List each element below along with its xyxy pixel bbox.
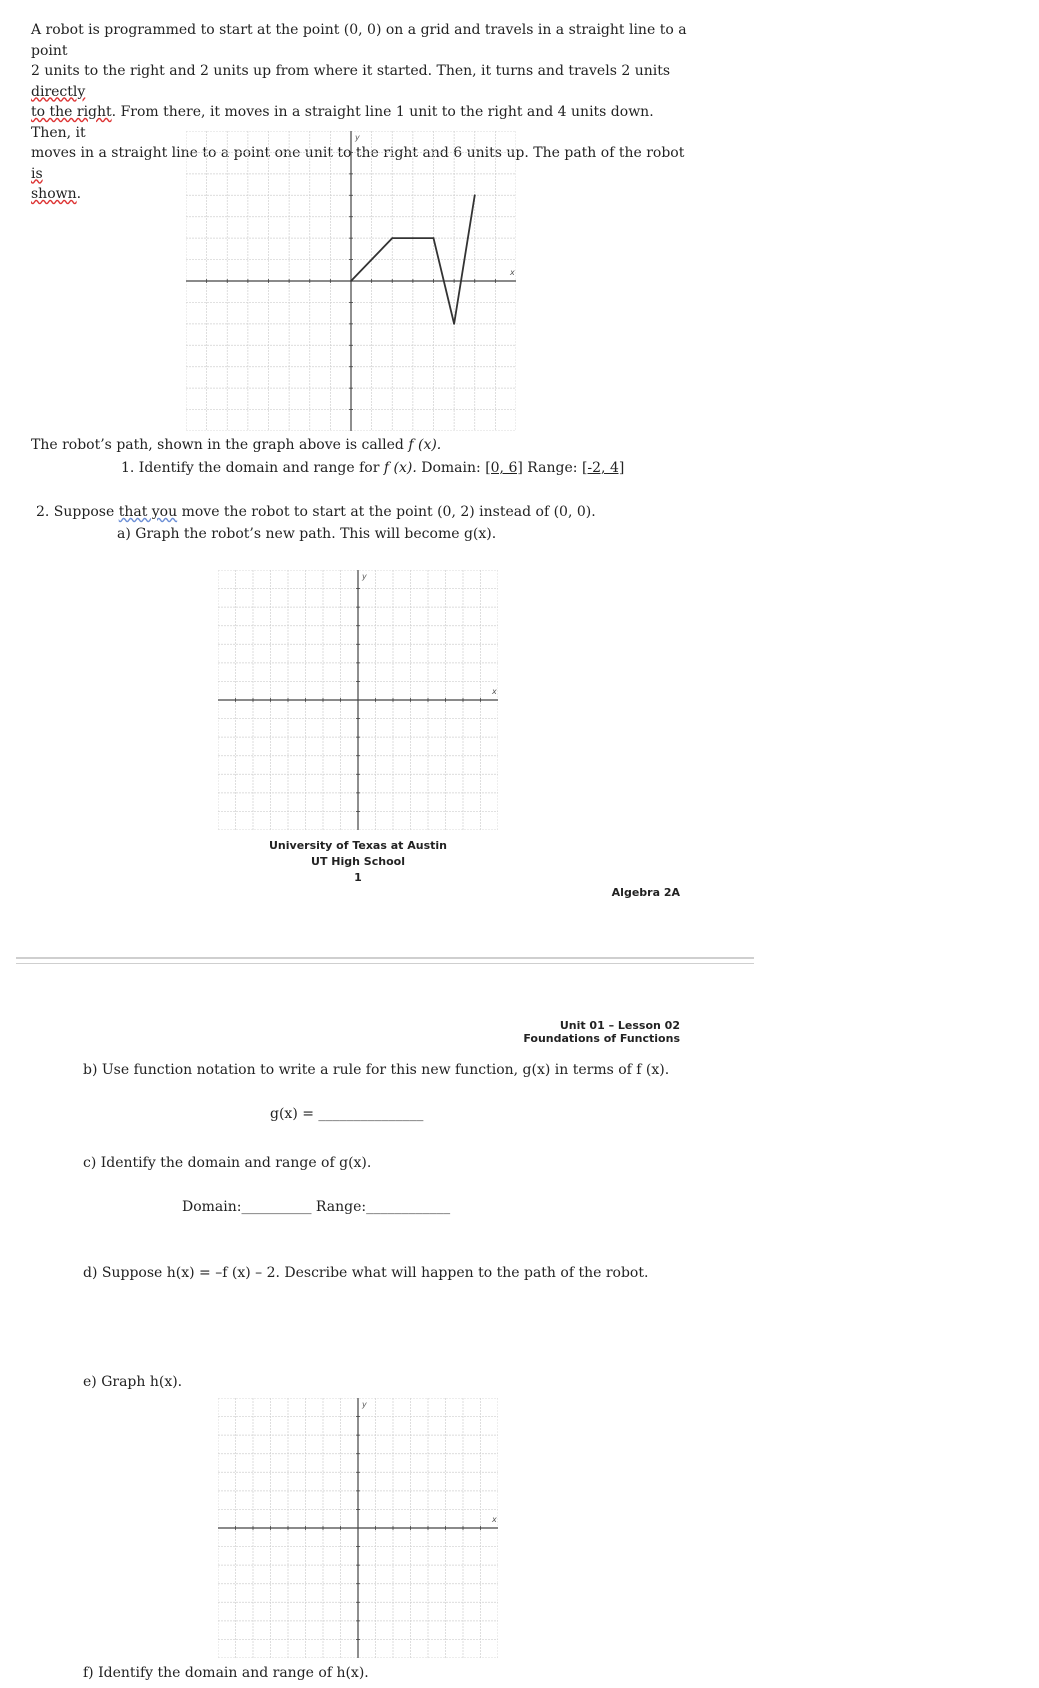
page-divider-inner (16, 963, 754, 964)
called-text: The robot’s path, shown in the graph above is called f (x). (31, 437, 442, 453)
graph-g-blank (218, 570, 498, 830)
q2-prompt: 2. Suppose that you move the robot to start at the point (0, 2) instead of (0, 0). (36, 504, 596, 520)
range-answer: [-2, 4] (581, 460, 625, 476)
path-vertex (453, 323, 455, 325)
y-axis-label: y (355, 133, 360, 142)
graph-f (186, 131, 516, 431)
footer-school: UT High School (311, 855, 405, 868)
footer-course: Algebra 2A (611, 886, 680, 899)
intro-line-2: 2 units to the right and 2 units up from where it started. Then, it turns and travels 2 units directly (31, 63, 671, 100)
q2b-answer-blank[interactable]: g(x) = _______________ (270, 1106, 424, 1122)
q2e-prompt: e) Graph h(x). (83, 1374, 183, 1390)
q2f-prompt: f) Identify the domain and range of h(x). (83, 1665, 369, 1681)
q2b-prompt: b) Use function notation to write a rule for this new function, g(x) in terms of f (x). (83, 1062, 670, 1078)
intro-line-4: moves in a straight line to a point one unit to the right and 6 units up. The path of the robot is (31, 145, 685, 182)
y-axis-label: y (362, 1400, 367, 1409)
graph-g-axes (218, 570, 498, 830)
x-axis-label: x (492, 1515, 497, 1524)
header-unit: Unit 01 – Lesson 02 (559, 1019, 680, 1032)
y-axis-label: y (362, 572, 367, 581)
page-header (430, 1019, 680, 1045)
x-axis-label: x (510, 268, 515, 277)
footer-university: University of Texas at Austin (269, 839, 447, 852)
footer-page-number: 1 (354, 871, 362, 884)
q2c-answer-blanks[interactable]: Domain:__________ Range:____________ (182, 1199, 451, 1215)
graph-h-axes (218, 1398, 498, 1658)
page-divider (16, 957, 754, 959)
path-vertex (433, 237, 435, 239)
path-vertex (350, 280, 352, 282)
intro-line-3: to the right. From there, it moves in a straight line 1 unit to the right and 4 units down. Then, it (31, 104, 654, 141)
q2c-prompt: c) Identify the domain and range of g(x). (83, 1155, 372, 1171)
q1-identify: 1. Identify the domain and range for f (x). Domain: [0, 6] Range: [-2, 4] (121, 460, 625, 476)
path-vertex (391, 237, 393, 239)
path-vertex (474, 194, 476, 196)
footer-block (258, 838, 458, 886)
graph-h-blank (218, 1398, 498, 1658)
intro-line-1: A robot is programmed to start at the point (0, 0) on a grid and travels in a straight line to a point (31, 22, 687, 59)
x-axis-label: x (492, 687, 497, 696)
intro-line-5: shown. (31, 186, 82, 202)
q2a-prompt: a) Graph the robot’s new path. This will become g(x). (117, 526, 497, 542)
q2d-prompt: d) Suppose h(x) = –f (x) – 2. Describe what will happen to the path of the robot. (83, 1265, 649, 1281)
header-topic: Foundations of Functions (523, 1032, 680, 1045)
domain-answer: [0, 6] (485, 460, 523, 476)
